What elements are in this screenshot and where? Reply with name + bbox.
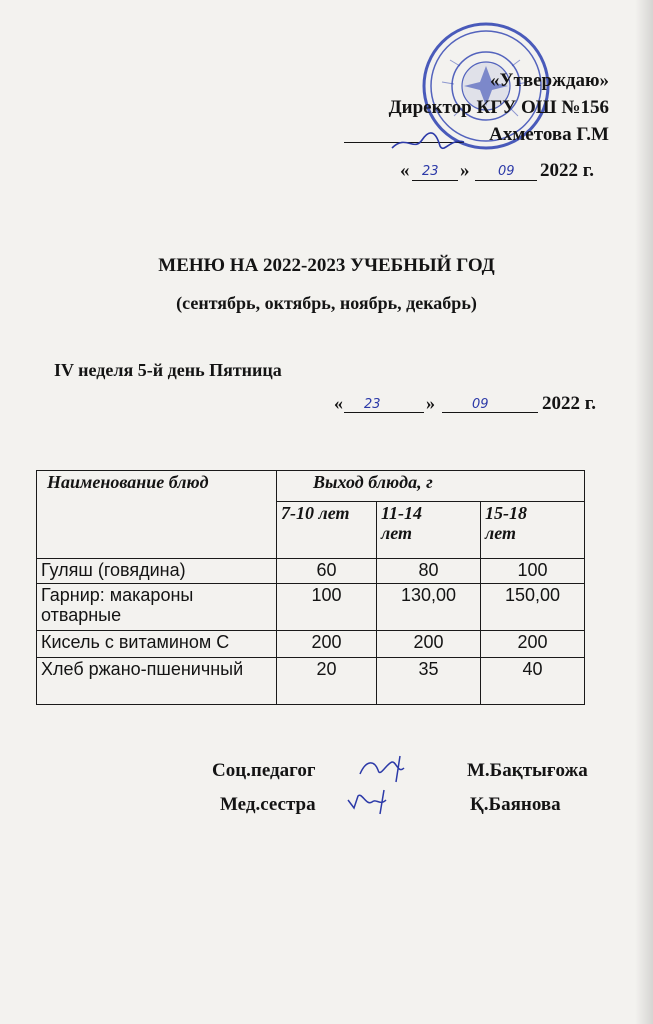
- menu-subtitle: (сентябрь, октябрь, ноябрь, декабрь): [176, 293, 477, 313]
- dish-name: Гарнир: макароны отварные: [37, 584, 277, 631]
- director-signature-icon: [388, 128, 468, 158]
- yield-7-10: 200: [277, 631, 377, 658]
- scan-shadow-edge: [635, 0, 653, 1024]
- age-group-15-18: 15-18 лет: [481, 502, 585, 559]
- signature-name-nurse: Қ.Баянова: [470, 794, 561, 815]
- yield-7-10: 100: [277, 584, 377, 631]
- dish-name: Гуляш (говядина): [37, 559, 277, 584]
- yield-11-14: 200: [377, 631, 481, 658]
- day-date-day: 23: [364, 397, 381, 412]
- yield-7-10: 20: [277, 658, 377, 705]
- approval-date-year: 2022 г.: [540, 160, 594, 181]
- age-group-7-10: 7-10 лет: [277, 502, 377, 559]
- yield-15-18: 40: [481, 658, 585, 705]
- yield-7-10: 60: [277, 559, 377, 584]
- nurse-signature-icon: [344, 786, 400, 818]
- signature-name-social-teacher: М.Бақтығожа: [467, 760, 588, 781]
- approval-date-day-line: [412, 180, 458, 181]
- approval-date-month: 09: [498, 164, 515, 179]
- day-label: IV неделя 5-й день Пятница: [54, 360, 282, 380]
- table-row: [37, 631, 585, 658]
- approval-date-day: 23: [422, 164, 439, 179]
- menu-title: МЕНЮ НА 2022-2023 УЧЕБНЫЙ ГОД: [158, 255, 495, 276]
- approval-date-month-line: [475, 180, 537, 181]
- signature-role-nurse: Мед.сестра: [220, 794, 316, 815]
- approval-director: Директор КГУ ОШ №156: [388, 97, 609, 118]
- table-header-row: [37, 471, 585, 502]
- dish-name: Хлеб ржано-пшеничный: [37, 658, 277, 705]
- yield-15-18: 200: [481, 631, 585, 658]
- yield-15-18: 100: [481, 559, 585, 584]
- social-teacher-signature-icon: [356, 752, 412, 786]
- yield-11-14: 35: [377, 658, 481, 705]
- approval-heading: «Утверждаю»: [490, 70, 609, 91]
- age-group-11-14: 11-14 лет: [377, 502, 481, 559]
- header-dish: Наименование блюд: [37, 471, 277, 559]
- day-date-month: 09: [472, 397, 489, 412]
- signature-role-social-teacher: Соц.педагог: [212, 760, 316, 781]
- day-date-year: 2022 г.: [542, 393, 596, 414]
- approval-date-open-quote: «: [400, 160, 410, 181]
- day-date-day-line: [344, 412, 424, 413]
- yield-15-18: 150,00: [481, 584, 585, 631]
- approval-date-close-quote: »: [460, 160, 470, 181]
- dish-name: Кисель с витамином С: [37, 631, 277, 658]
- yield-11-14: 130,00: [377, 584, 481, 631]
- day-date-close-quote: »: [426, 393, 435, 413]
- day-date-month-line: [442, 412, 538, 413]
- table-row: [37, 658, 585, 705]
- table-row: [37, 584, 585, 631]
- header-yield: Выход блюда, г: [277, 471, 585, 502]
- approval-director-name: Ахметова Г.М: [489, 124, 609, 145]
- yield-11-14: 80: [377, 559, 481, 584]
- menu-table: [36, 470, 585, 705]
- table-row: [37, 559, 585, 584]
- day-date-open-quote: «: [334, 393, 343, 413]
